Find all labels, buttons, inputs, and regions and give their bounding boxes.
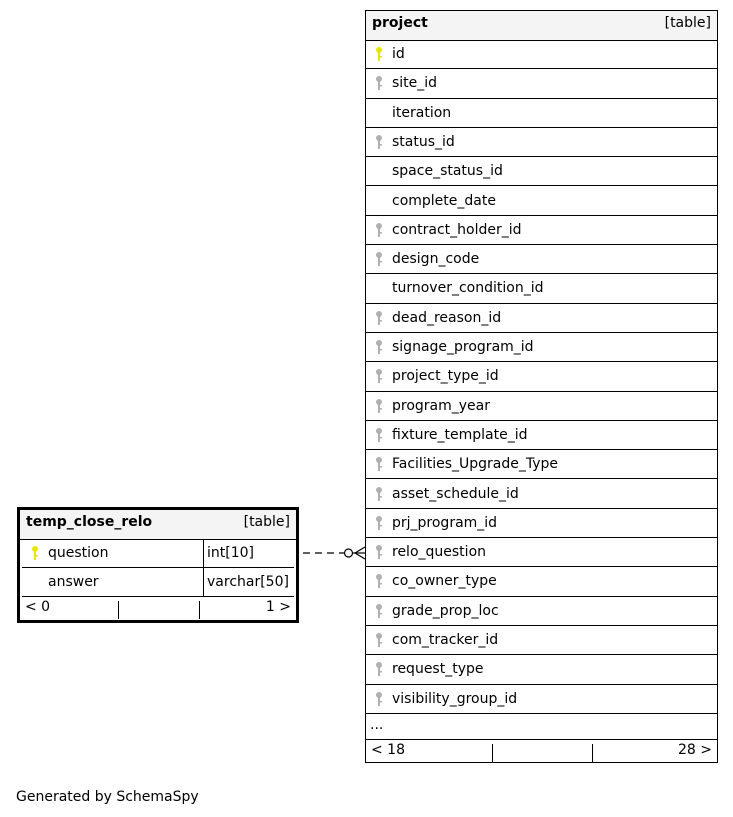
column-row[interactable] — [366, 187, 717, 216]
column-row[interactable] — [366, 245, 717, 274]
column-row[interactable] — [366, 421, 717, 450]
foreign-key-icon — [375, 691, 383, 707]
generated-by-label: Generated by SchemaSpy — [16, 789, 199, 805]
column-row[interactable] — [366, 392, 717, 421]
zero-cardinality-marker — [345, 549, 353, 557]
foreign-key-icon — [375, 251, 383, 267]
column-row[interactable] — [366, 567, 717, 596]
column-name: fixture_template_id — [392, 426, 528, 443]
foreign-key-icon — [375, 456, 383, 472]
foreign-key-icon — [375, 339, 383, 355]
table-footer — [20, 598, 296, 620]
column-name: id — [392, 46, 405, 62]
foreign-key-icon — [375, 603, 383, 619]
foreign-key-icon — [375, 368, 383, 384]
table-kind: [table] — [664, 15, 711, 31]
table-kind: [table] — [243, 514, 290, 530]
column-row[interactable] — [366, 538, 717, 567]
column-name: status_id — [392, 133, 455, 150]
column-type: int[10] — [207, 545, 254, 561]
foreign-key-icon — [375, 544, 383, 560]
column-name: answer — [48, 574, 99, 590]
column-name: visibility_group_id — [392, 690, 518, 707]
column-name: Facilities_Upgrade_Type — [392, 456, 559, 473]
column-row[interactable] — [366, 685, 717, 714]
column-row[interactable] — [366, 626, 717, 655]
table-header — [20, 510, 296, 540]
column-name: space_status_id — [392, 163, 503, 180]
footer-divider — [592, 744, 593, 762]
column-name: project_type_id — [392, 368, 499, 385]
column-row[interactable] — [366, 655, 717, 684]
foreign-key-icon — [375, 427, 383, 443]
column-row[interactable] — [22, 568, 294, 597]
column-row[interactable] — [22, 539, 294, 568]
column-row[interactable] — [366, 304, 717, 333]
column-row[interactable] — [366, 450, 717, 479]
column-name: iteration — [392, 104, 452, 121]
foreign-key-icon — [375, 661, 383, 677]
foreign-key-icon — [375, 573, 383, 589]
column-row[interactable] — [366, 157, 717, 186]
column-row[interactable] — [366, 480, 717, 509]
column-name: dead_reason_id — [392, 309, 502, 326]
foreign-key-icon — [375, 398, 383, 414]
column-divider — [203, 568, 204, 596]
column-name: turnover_condition_id — [392, 280, 544, 297]
column-name: relo_question — [392, 544, 487, 561]
column-name: design_code — [392, 251, 480, 268]
column-name: grade_prop_loc — [392, 602, 499, 619]
crow-foot-line — [355, 547, 365, 553]
more-columns: ... — [370, 717, 384, 733]
table-header — [366, 11, 717, 41]
foreign-key-icon — [375, 134, 383, 150]
column-name: program_year — [392, 397, 490, 414]
column-row[interactable] — [366, 509, 717, 538]
column-name: asset_schedule_id — [392, 485, 519, 502]
column-name: contract_holder_id — [392, 221, 522, 238]
table-name: temp_close_relo — [26, 514, 153, 530]
foreign-key-icon — [375, 75, 383, 91]
column-row[interactable] — [366, 333, 717, 362]
column-name: com_tracker_id — [392, 632, 499, 648]
crow-foot-line — [355, 553, 365, 559]
column-row[interactable] — [366, 274, 717, 303]
foreign-key-icon — [375, 632, 383, 648]
project-table[interactable] — [365, 10, 718, 763]
footer-divider — [118, 601, 119, 619]
temp-close-relo-table[interactable] — [17, 507, 299, 623]
children-count[interactable]: 28 > — [678, 742, 712, 758]
footer-divider — [199, 601, 200, 619]
foreign-key-icon — [375, 486, 383, 502]
table-footer — [366, 739, 717, 764]
column-name: co_owner_type — [392, 573, 497, 590]
column-name: prj_program_id — [392, 514, 498, 531]
parents-count[interactable]: < 18 — [371, 742, 405, 758]
column-row[interactable] — [366, 69, 717, 98]
column-divider — [203, 539, 204, 567]
column-name: request_type — [392, 661, 484, 678]
primary-key-icon — [31, 545, 39, 561]
column-name: question — [48, 545, 109, 561]
column-type: varchar[50] — [207, 574, 289, 590]
column-name: signage_program_id — [392, 339, 534, 355]
column-row[interactable] — [366, 40, 717, 69]
foreign-key-icon — [375, 222, 383, 238]
column-name: complete_date — [392, 192, 496, 209]
column-row[interactable] — [366, 99, 717, 128]
foreign-key-icon — [375, 515, 383, 531]
table-name: project — [372, 15, 428, 31]
column-row[interactable] — [366, 362, 717, 391]
column-row[interactable] — [366, 216, 717, 245]
primary-key-icon — [375, 46, 383, 62]
children-count[interactable]: 1 > — [265, 599, 291, 615]
parents-count[interactable]: < 0 — [25, 599, 51, 615]
column-row[interactable] — [366, 597, 717, 626]
foreign-key-icon — [375, 310, 383, 326]
column-name: site_id — [392, 75, 438, 92]
footer-divider — [492, 744, 493, 762]
column-row[interactable] — [366, 128, 717, 157]
